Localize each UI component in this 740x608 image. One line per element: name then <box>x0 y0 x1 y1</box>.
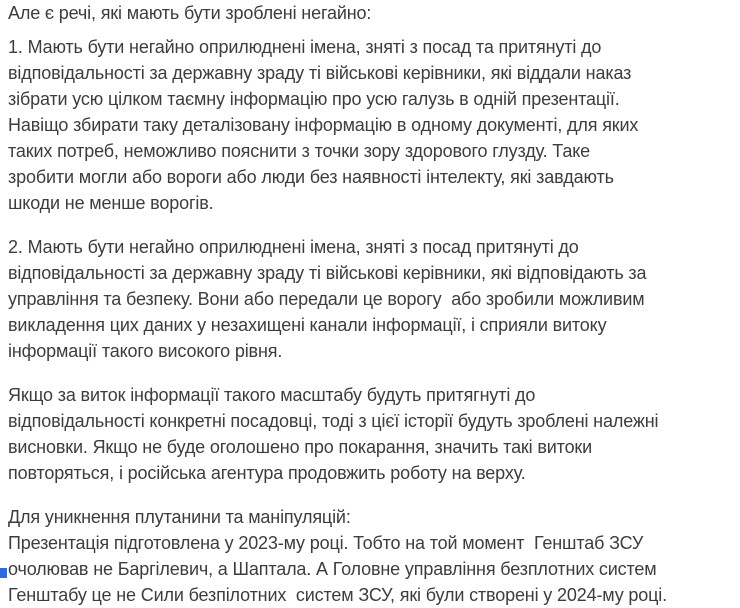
text-line: Презентація підготовлена у 2023-му році. Тобто на той момент Генштаб ЗСУ <box>8 533 644 553</box>
text-line: Але є речі, які мають бути зроблені негайно: <box>8 3 372 23</box>
text-line: Якщо за виток інформації такого масштабу будуть притягнуті до <box>8 385 536 405</box>
text-line: шкоди не менше ворогів. <box>8 193 214 213</box>
text-line: 2. Мають бути негайно оприлюднені імена, зняті з посад притянуті до <box>8 237 579 257</box>
partial-blue-icon <box>0 568 7 578</box>
post-intro <box>8 0 738 26</box>
text-line: викладення цих даних у незахищені канали інформації, і сприяли витоку <box>8 315 607 335</box>
text-line: повторяться, і російська агентура продовжить роботу на верху. <box>8 463 526 483</box>
text-line: відповідальності за державну зраду ті військові керівники, які віддали наказ <box>8 63 632 83</box>
text-line: відповідальності конкретні посадовці, тоді з цієї історії будуть зроблені належні <box>8 411 659 431</box>
text-line: Навіщо збирати таку деталізовану інформацію в одному документі, для яких <box>8 115 639 135</box>
text-line: відповідальності за державну зраду ті військові керівники, які відповідають за <box>8 263 647 283</box>
text-line: інформації такого високого рівня. <box>8 341 283 361</box>
text-line: зробити могли або вороги або люди без наявності інтелекту, які завдають <box>8 167 614 187</box>
text-line: таких потреб, неможливо пояснити з точки зору здорового глузду. Таке <box>8 141 590 161</box>
text-line: Для уникнення плутанини та маніпуляцій: <box>8 507 351 527</box>
text-line: висновки. Якщо не буде оголошено про покарання, значить такі витоки <box>8 437 593 457</box>
text-line: 1. Мають бути негайно оприлюднені імена, зняті з посад та притянуті до <box>8 37 602 57</box>
text-line: Генштабу це не Сили безпілотних систем ЗСУ, які були створені у 2024-му році. <box>8 585 667 605</box>
text-line: управління та безпеку. Вони або передали це ворогу або зробили можливим <box>8 289 645 309</box>
text-line: очолював не Баргілевич, а Шаптала. А Головне управління безплотних систем <box>8 559 657 579</box>
text-line: зібрати усю цілком таємну інформацію про усю галузь в одній презентації. <box>8 89 620 109</box>
